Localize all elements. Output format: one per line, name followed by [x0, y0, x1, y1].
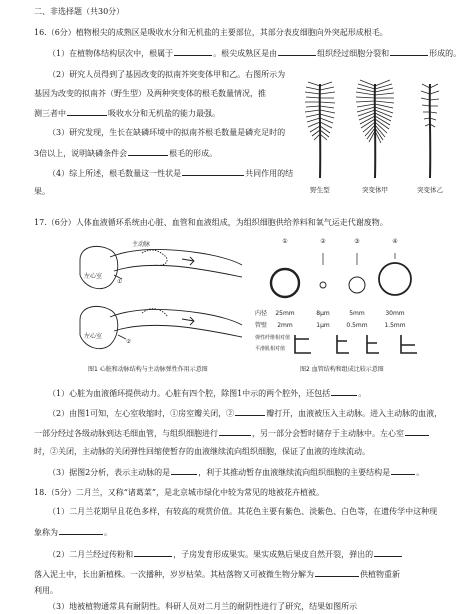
wall-3: 0.5mm: [346, 322, 368, 329]
q18-p1b: 象称为: [34, 528, 58, 537]
vessel-circle-4: [379, 263, 411, 295]
q16-blank-3[interactable]: [390, 47, 428, 56]
q17-p2a: （2）由图1可知，左心室收缩时，①房室瓣关闭，②: [48, 409, 235, 418]
vessel-circle-1: [271, 269, 299, 297]
q18-blank-1[interactable]: [59, 526, 103, 535]
q16-blank-2[interactable]: [278, 47, 316, 56]
q18-blank-2[interactable]: [134, 548, 172, 557]
q16-p2c: 测三者中: [34, 109, 66, 118]
q18-p2a: （2）二月兰经过传粉和: [48, 550, 134, 559]
label-wild-type: 野生型: [310, 186, 330, 194]
wall-4: 1.5mm: [384, 322, 406, 329]
q17-p3b: ，利于其推动暂存血液继续流向组织细胞的主要结构是: [198, 468, 391, 477]
mutant-a-root: [356, 80, 394, 178]
fig1-caption: 图1 心脏和动脉结构与主动脉弹性作用示意图: [88, 366, 208, 373]
q17-p1b: 。: [358, 389, 367, 398]
vessel-label-2: ②: [320, 238, 326, 245]
vessel-label-4: ④: [392, 238, 398, 245]
row-wall-label: 管壁: [255, 322, 268, 329]
row-inner-diameter-label: 内径: [255, 310, 268, 317]
q17-part3: [48, 466, 424, 478]
q16-p3c: 根毛的形成。: [169, 149, 218, 158]
q18-p2b: ，子房发育形成果实。果实成熟后果皮自然开裂，弹出的: [173, 550, 374, 559]
q17-p3a: （3）据图2分析，表示主动脉的是: [48, 468, 171, 477]
q18-blank-3[interactable]: [374, 548, 402, 557]
fig2-caption: 图2 血管结构和组成比较示意图: [300, 366, 384, 373]
q17-p1a: （1）心脏为血液循环提供动力。心脏有四个腔，除图1中示的两个腔外，还包括: [48, 389, 331, 398]
q17-blank-2[interactable]: [235, 407, 265, 416]
inner-diameter-2: 8μm: [316, 310, 330, 317]
aorta-lower-bottom: [114, 325, 242, 337]
q16-part4-line2: 果。: [34, 187, 50, 196]
label-mutant-a: 突变体甲: [362, 186, 388, 194]
q16-stem: 16.（6分）植物根尖的成熟区是吸收水分和无机盐的主要部位，其部分表皮细胞向外突起形成根毛。: [34, 28, 388, 37]
label-mutant-b: 突变体乙: [417, 186, 443, 194]
q16-part3-line2: [34, 147, 217, 159]
q17-blank-3[interactable]: [219, 427, 251, 436]
row-elastic-label: 弹性纤维相对值: [255, 335, 291, 341]
row-smooth-muscle-label: 平滑肌相对值: [255, 346, 286, 352]
label-left-ventricle-upper: 左心室: [84, 273, 103, 280]
q17-p2c: 一部分经过各级动脉到达毛细血管，与组织细胞进行: [34, 429, 218, 438]
q18-part2-line1: [48, 548, 403, 560]
q16-part2-line1: （2）研究人员得到了基因改变的拟南芥突变体甲和乙。右图所示为: [48, 70, 286, 79]
aorta-lower-top: [110, 310, 242, 325]
q17-blank-5[interactable]: [171, 466, 197, 475]
q16-p1a: （1）在植物体结构层次中，根属于: [48, 49, 174, 58]
q16-p1d: 形成的。: [429, 49, 462, 58]
q17-blank-4[interactable]: [405, 427, 429, 436]
q18-p1c: 。: [104, 528, 112, 537]
q18-part2-line2: [34, 568, 400, 580]
q16-p4b: 共同作用的结: [245, 169, 294, 178]
wall-1: 2mm: [277, 322, 293, 329]
inner-diameter-1: 25mm: [275, 310, 295, 317]
q16-blank-6[interactable]: [182, 167, 244, 176]
q16-p2d: 吸收水分和无机盐的能力最强。: [108, 109, 220, 118]
vessel-label-1: ①: [282, 238, 288, 245]
heart-lower: [80, 306, 118, 348]
wall-2: 1μm: [316, 322, 330, 329]
q16-p3b: 3倍以上，说明缺磷条件会: [34, 149, 128, 158]
q16-blank-5[interactable]: [128, 147, 168, 156]
q18-blank-4[interactable]: [315, 568, 359, 577]
q18-p2c: 落入泥土中，长出新植株。一次播种，岁岁枯荣。其枯落物又可被微生物分解为: [34, 570, 314, 579]
q18-part2-line3: 利用。: [34, 586, 58, 595]
q17-p2d: ，另一部分会暂时储存于主动脉中。左心室: [252, 429, 404, 438]
marker-1-upper: ①: [117, 279, 122, 285]
q16-blank-1[interactable]: [174, 47, 212, 56]
q16-part1: [48, 47, 461, 59]
aorta-upper-bottom: [114, 265, 242, 277]
q17-blank-1[interactable]: [331, 387, 357, 396]
q17-stem: 17.（6分）人体血液循环系统由心脏、血管和血液组成，为组织细胞供给养料和氧气运走代谢废物。: [34, 218, 388, 227]
q16-p1c: 组织经过细胞分裂和: [317, 49, 390, 58]
q18-part1-line1: （1）二月兰花期早且花色多样，有较高的观赏价值。其花色主要有紫色、淡紫色、白色等，在遗传学中这种现: [48, 507, 438, 516]
q16-p4a: （4）综上所述，根毛数量这一性状是: [48, 169, 182, 178]
aorta-upper-top: [110, 250, 242, 265]
q16-part3-line1: （3）研究发现，生长在缺磷环境中的拟南芥根毛数量是磷充足时的: [48, 128, 286, 137]
q17-blank-6[interactable]: [391, 466, 415, 475]
vessel-comparison-figure: [255, 235, 455, 363]
heart-aorta-figure: [70, 235, 250, 360]
q16-part4-line1: [48, 167, 293, 179]
q17-p3c: 。: [416, 468, 425, 477]
vessel-circle-3: [349, 277, 365, 293]
fiber-bars: [295, 335, 417, 353]
label-aorta: 主动脉: [132, 241, 151, 248]
q16-part2-line2: 基因为改变的拟南芥（野生型）及两种突变体的根毛数量情况，推: [34, 89, 266, 98]
vessel-label-3: ③: [354, 238, 360, 245]
inner-diameter-4: 30mm: [385, 310, 405, 317]
q17-part2-line2: [34, 427, 430, 439]
vessel-circle-2: [320, 282, 326, 288]
q16-blank-4[interactable]: [67, 107, 107, 116]
q18-stem: 18.（5分）二月兰，又称“诸葛菜”，是北京城市绿化中较为常见的地被花卉植被。: [34, 488, 324, 497]
wild-type-root: [305, 82, 335, 178]
q17-part2-line3: 时，②关闭，主动脉的关闭弹性回缩使暂存的血液继续流向组织细胞，保证了血液的连续流动。: [34, 447, 370, 456]
q17-part1: [48, 387, 366, 399]
q17-p2b: 瓣打开，血液被压入主动脉。进入主动脉的血液，: [266, 409, 443, 418]
q18-part3-line1: （3）地被植物通常具有耐阴性。科研人员对二月兰的耐阴性进行了研究，结果如图所示: [48, 602, 358, 611]
marker-2-lower: ②: [126, 339, 131, 345]
root-hair-figure: [300, 78, 460, 196]
q16-part2-line3: [34, 107, 220, 119]
section-heading: 二、非选择题（共30分）: [34, 7, 125, 16]
q17-part2-line1: [48, 407, 442, 419]
q18-p2d: 供植物重新: [360, 570, 400, 579]
label-left-ventricle-lower: 左心室: [84, 333, 103, 340]
inner-diameter-3: 5mm: [349, 310, 365, 317]
mutant-b-root: [421, 84, 439, 178]
q18-part1-line2: [34, 526, 112, 538]
heart-upper: [80, 246, 118, 288]
q16-p1b: 。根尖成熟区是由: [213, 49, 278, 58]
